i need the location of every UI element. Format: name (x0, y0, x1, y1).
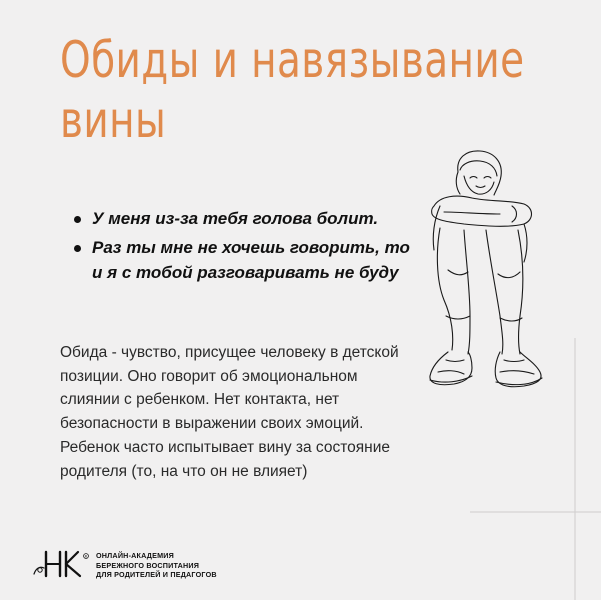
footer-line: БЕРЕЖНОГО ВОСПИТАНИЯ (96, 560, 200, 570)
page-title (60, 30, 525, 150)
title-line-2: вины (60, 91, 167, 149)
quote-item (70, 206, 410, 231)
quote-list (70, 206, 410, 289)
footer-line: ОНЛАЙН-АКАДЕМИЯ (96, 551, 175, 560)
quote-text: Раз ты мне не хочешь говорить, то и я с тобой разговаривать не буду (92, 238, 410, 282)
academy-logo-icon (30, 546, 92, 580)
footer-text (96, 551, 217, 580)
body-paragraph: Обида - чувство, присущее человеку в детской позиции. Оно говорит об эмоциональном слиянии с ребенком. Нет контакта, нет безопасности в выражении своих эмоций. Ребенок часто испытывает вину за состояние родителя (то, на что он не влияет) (60, 344, 399, 480)
quote-text: У меня из-за тебя голова болит. (92, 209, 379, 228)
title-line-1: Обиды и навязывание (60, 31, 525, 89)
bullet-dot-icon (74, 216, 81, 223)
footer-line: ДЛЯ РОДИТЕЛЕЙ И ПЕДАГОГОВ (96, 570, 217, 579)
quote-item (70, 235, 410, 285)
bullet-dot-icon (74, 245, 81, 252)
svg-text:R: R (84, 554, 88, 559)
sitting-person-hugging-knees-illustration (400, 140, 550, 405)
